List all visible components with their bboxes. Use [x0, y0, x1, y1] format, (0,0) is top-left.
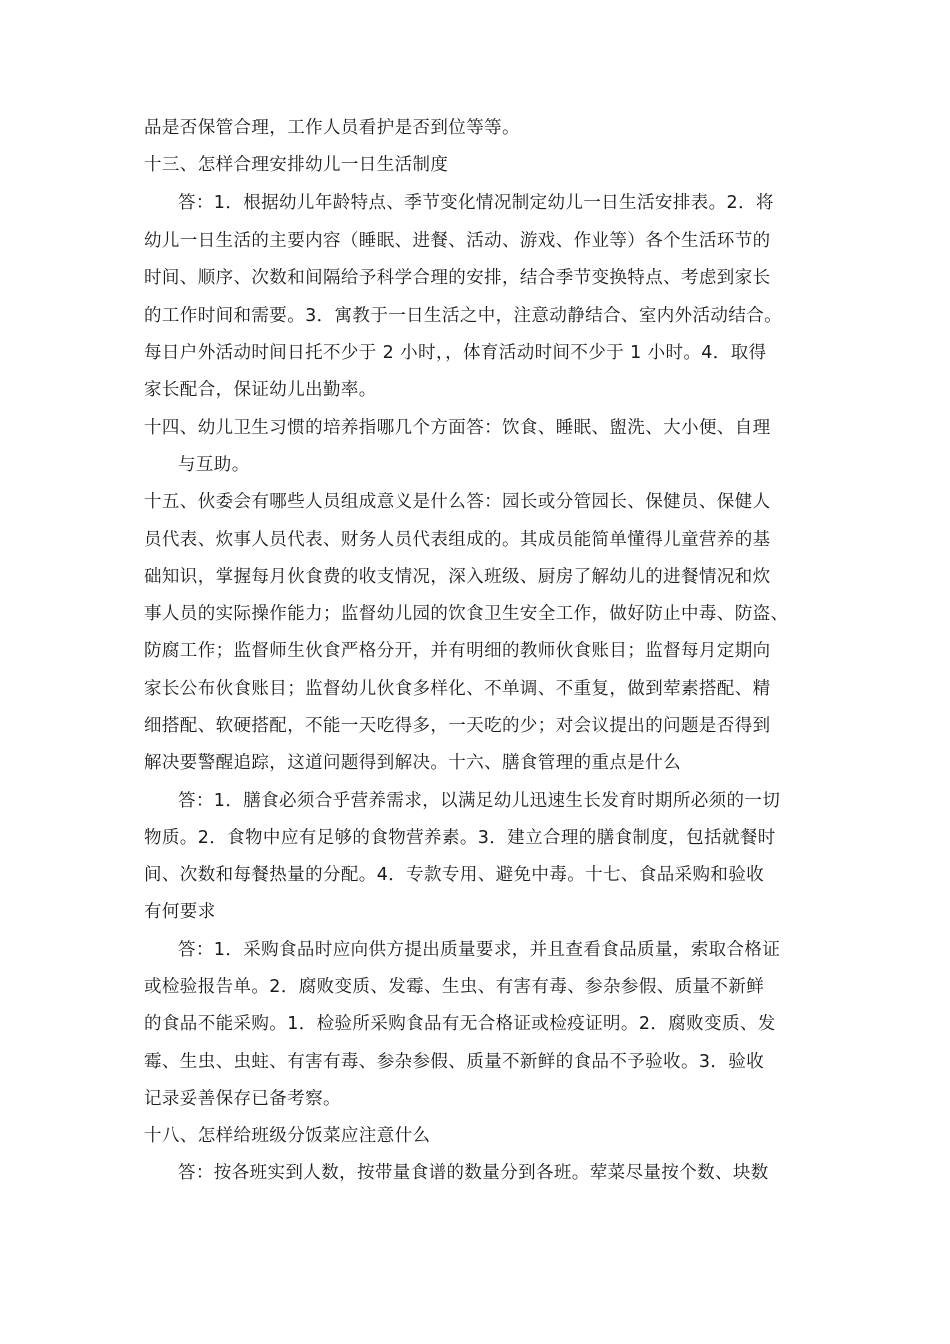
- text-line: 答：1．膳食必须合乎营养需求，以满足幼儿迅速生长发育时期所必须的一切: [178, 791, 781, 811]
- section-heading: 十三、怎样合理安排幼儿一日生活制度: [144, 155, 449, 175]
- text-line: 时间、顺序、次数和间隔给予科学合理的安排，结合季节变换特点、考虑到家长: [144, 268, 771, 288]
- text-line: 事人员的实际操作能力；监督幼儿园的饮食卫生安全工作，做好防止中毒、防盗、: [144, 604, 789, 624]
- section-heading: 十八、怎样给班级分饭菜应注意什么: [144, 1126, 431, 1146]
- text-line: 幼儿一日生活的主要内容（睡眠、进餐、活动、游戏、作业等）各个生活环节的: [144, 231, 771, 251]
- text-line: 每日户外活动时间日托不少于 2 小时，，体育活动时间不少于 1 小时。4．取得: [144, 343, 767, 363]
- text-line: 霉、生虫、虫蛀、有害有毒、参杂参假、质量不新鲜的食品不予验收。3．验收: [144, 1052, 765, 1072]
- text-line: 家长公布伙食账目；监督幼儿伙食多样化、不单调、不重复，做到荤素搭配、精: [144, 679, 771, 699]
- text-line: 员代表、炊事人员代表、财务人员代表组成的。其成员能简单懂得儿童营养的基: [144, 530, 771, 550]
- text-line: 细搭配、软硬搭配，不能一天吃得多，一天吃的少；对会议提出的问题是否得到: [144, 716, 771, 736]
- text-line: 答：按各班实到人数，按带量食谱的数量分到各班。荤菜尽量按个数、块数: [178, 1163, 769, 1183]
- text-line: 答：1．采购食品时应向供方提出质量要求，并且查看食品质量，索取合格证: [178, 940, 781, 960]
- text-line: 答：1．根据幼儿年龄特点、季节变化情况制定幼儿一日生活安排表。2．将: [178, 193, 774, 213]
- text-line: 础知识，掌握每月伙食费的收支情况，深入班级、厨房了解幼儿的进餐情况和炊: [144, 567, 771, 587]
- text-line: 防腐工作；监督师生伙食严格分开，并有明细的教师伙食账目；监督每月定期向: [144, 641, 771, 661]
- section-heading: 十五、伙委会有哪些人员组成意义是什么答：园长或分管园长、保健员、保健人: [144, 492, 771, 512]
- text-line: 有何要求: [144, 902, 216, 922]
- text-line: 物质。2．食物中应有足够的食物营养素。3．建立合理的膳食制度，包括就餐时: [144, 828, 776, 848]
- text-line: 家长配合，保证幼儿出勤率。: [144, 380, 377, 400]
- text-line: 的食品不能采购。1．检验所采购食品有无合格证或检疫证明。2．腐败变质、发: [144, 1014, 776, 1034]
- text-line: 记录妥善保存已备考察。: [144, 1089, 341, 1109]
- text-line: 与互助。: [178, 455, 250, 475]
- section-heading: 十四、幼儿卫生习惯的培养指哪几个方面答：饮食、睡眠、盥洗、大小便、自理: [144, 418, 771, 438]
- text-line: 的工作时间和需要。3．寓教于一日生活之中，注意动静结合、室内外活动结合。: [144, 306, 783, 326]
- text-line: 间、次数和每餐热量的分配。4．专款专用、避免中毒。十七、食品采购和验收: [144, 865, 765, 885]
- text-line: 解决要警醒追踪，这道问题得到解决。十六、膳食管理的重点是什么: [144, 753, 681, 773]
- text-line: 或检验报告单。2．腐败变质、发霉、生虫、有害有毒、参杂参假、质量不新鲜: [144, 977, 765, 997]
- text-line: 品是否保管合理，工作人员看护是否到位等等。: [144, 118, 520, 138]
